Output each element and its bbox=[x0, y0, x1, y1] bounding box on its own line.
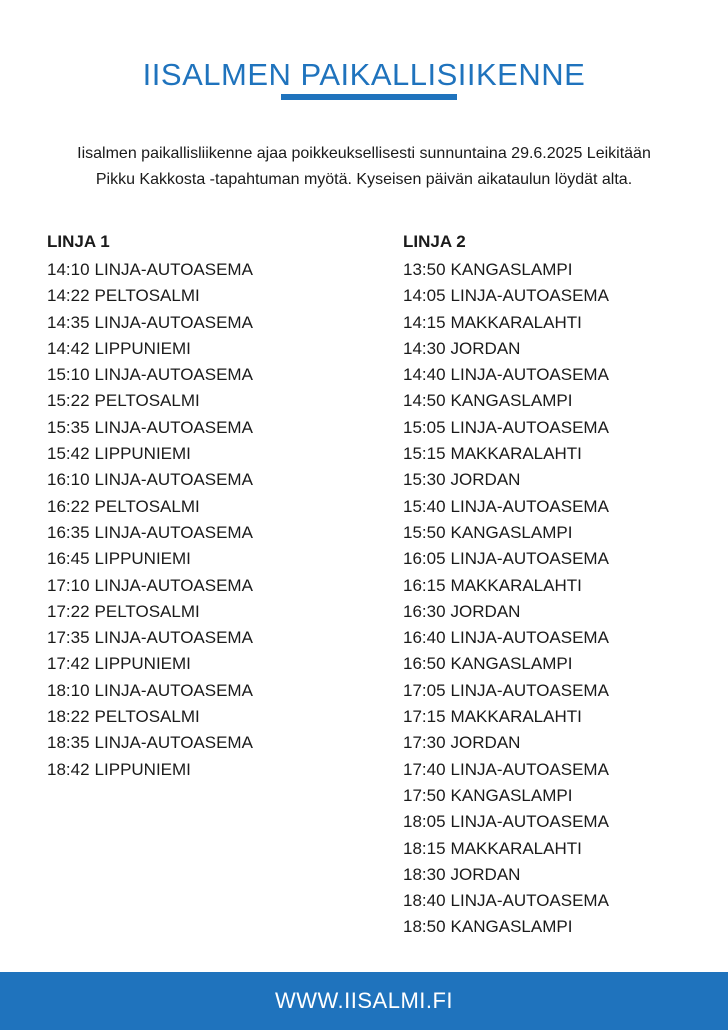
stop-name: PELTOSALMI bbox=[94, 286, 200, 306]
departure-time: 16:50 bbox=[403, 654, 446, 674]
footer-bar bbox=[0, 972, 728, 1030]
schedule-row bbox=[403, 494, 703, 520]
schedule-row bbox=[47, 310, 367, 336]
stop-name: LINJA-AUTOASEMA bbox=[450, 549, 609, 569]
schedule-row bbox=[403, 362, 703, 388]
stop-name: LINJA-AUTOASEMA bbox=[94, 260, 253, 279]
stop-name: LINJA-AUTOASEMA bbox=[94, 312, 253, 332]
schedule-row bbox=[47, 730, 367, 756]
departure-time: 18:30 bbox=[403, 864, 446, 884]
departure-time: 17:10 bbox=[47, 575, 90, 595]
departure-time: 16:30 bbox=[403, 601, 446, 621]
stop-name: LINJA-AUTOASEMA bbox=[450, 812, 609, 832]
departure-time: 17:22 bbox=[47, 601, 90, 621]
departure-time: 14:10 bbox=[47, 260, 90, 279]
departure-time: 14:40 bbox=[403, 365, 446, 385]
stop-name: LINJA-AUTOASEMA bbox=[94, 628, 253, 648]
schedule-row bbox=[403, 757, 703, 783]
schedule-row bbox=[403, 283, 703, 309]
departure-time: 14:22 bbox=[47, 286, 90, 306]
schedule-row bbox=[47, 441, 367, 467]
stop-name: LINJA-AUTOASEMA bbox=[94, 365, 253, 385]
stop-name: MAKKARALAHTI bbox=[450, 707, 582, 727]
stop-name: LINJA-AUTOASEMA bbox=[94, 417, 253, 437]
schedule-row bbox=[403, 651, 703, 677]
stop-name: KANGASLAMPI bbox=[450, 785, 573, 805]
stop-name: LIPPUNIEMI bbox=[94, 654, 191, 674]
stop-name: PELTOSALMI bbox=[94, 391, 200, 411]
departure-time: 14:50 bbox=[403, 391, 446, 411]
departure-time: 18:35 bbox=[47, 733, 90, 753]
schedule-row bbox=[403, 836, 703, 862]
schedule-row bbox=[47, 625, 367, 651]
line-2-schedule bbox=[403, 229, 703, 941]
departure-time: 14:42 bbox=[47, 338, 90, 358]
stop-name: LIPPUNIEMI bbox=[94, 549, 191, 569]
schedule-row bbox=[47, 757, 367, 783]
stop-name: PELTOSALMI bbox=[94, 707, 200, 727]
departure-time: 16:40 bbox=[403, 628, 446, 648]
stop-name: LINJA-AUTOASEMA bbox=[450, 759, 609, 779]
schedule-row bbox=[403, 388, 703, 414]
stop-name: JORDAN bbox=[450, 470, 521, 490]
stop-name: LINJA-AUTOASEMA bbox=[450, 417, 609, 437]
departure-time: 16:35 bbox=[47, 522, 90, 542]
schedule-row bbox=[403, 783, 703, 809]
departure-time: 18:42 bbox=[47, 759, 90, 779]
stop-name: MAKKARALAHTI bbox=[450, 444, 582, 464]
departure-time: 17:30 bbox=[403, 733, 446, 753]
stop-name: PELTOSALMI bbox=[94, 601, 200, 621]
schedule-row bbox=[403, 678, 703, 704]
departure-time: 14:35 bbox=[47, 312, 90, 332]
website-link[interactable]: WWW.IISALMI.FI bbox=[274, 988, 454, 1013]
stop-name: KANGASLAMPI bbox=[450, 260, 573, 279]
departure-time: 18:05 bbox=[403, 812, 446, 832]
departure-time: 17:05 bbox=[403, 680, 446, 700]
departure-time: 14:05 bbox=[403, 286, 446, 306]
schedule-row bbox=[47, 257, 367, 283]
schedule-row bbox=[47, 467, 367, 493]
schedule-row bbox=[47, 494, 367, 520]
schedule-row bbox=[47, 573, 367, 599]
schedule-row bbox=[403, 599, 703, 625]
departure-time: 15:35 bbox=[47, 417, 90, 437]
departure-time: 17:50 bbox=[403, 785, 446, 805]
departure-time: 17:42 bbox=[47, 654, 90, 674]
stop-name: LINJA-AUTOASEMA bbox=[450, 891, 609, 911]
departure-time: 17:35 bbox=[47, 628, 90, 648]
schedule-row bbox=[403, 730, 703, 756]
schedule-row bbox=[47, 520, 367, 546]
schedule-row bbox=[47, 415, 367, 441]
stop-name: KANGASLAMPI bbox=[450, 391, 573, 411]
line-1-heading: LINJA 1 bbox=[47, 232, 110, 251]
schedule-row bbox=[403, 520, 703, 546]
stop-name: KANGASLAMPI bbox=[450, 654, 573, 674]
departure-time: 15:22 bbox=[47, 391, 90, 411]
schedule-row bbox=[403, 862, 703, 888]
departure-time: 15:15 bbox=[403, 444, 446, 464]
stop-name: LINJA-AUTOASEMA bbox=[450, 496, 609, 516]
schedule-row bbox=[403, 257, 703, 283]
schedule-row bbox=[47, 283, 367, 309]
schedule-row bbox=[47, 388, 367, 414]
stop-name: JORDAN bbox=[450, 864, 521, 884]
schedule-row bbox=[47, 651, 367, 677]
schedule-row bbox=[403, 888, 703, 914]
schedule-row bbox=[403, 336, 703, 362]
schedule-row bbox=[403, 625, 703, 651]
departure-time: 18:50 bbox=[403, 917, 446, 937]
stop-name: LINJA-AUTOASEMA bbox=[94, 470, 253, 490]
stop-name: MAKKARALAHTI bbox=[450, 575, 582, 595]
stop-name: LINJA-AUTOASEMA bbox=[94, 680, 253, 700]
schedule-row bbox=[403, 467, 703, 493]
departure-time: 15:42 bbox=[47, 444, 90, 464]
departure-time: 15:40 bbox=[403, 496, 446, 516]
stop-name: LINJA-AUTOASEMA bbox=[94, 522, 253, 542]
schedule-row bbox=[403, 441, 703, 467]
schedule-row bbox=[403, 546, 703, 572]
departure-time: 16:22 bbox=[47, 496, 90, 516]
stop-name: LINJA-AUTOASEMA bbox=[94, 733, 253, 753]
line-2-stop-list bbox=[403, 257, 703, 941]
schedule-row bbox=[403, 809, 703, 835]
stop-name: LINJA-AUTOASEMA bbox=[450, 365, 609, 385]
departure-time: 16:10 bbox=[47, 470, 90, 490]
departure-time: 18:10 bbox=[47, 680, 90, 700]
departure-time: 14:30 bbox=[403, 338, 446, 358]
stop-name: LIPPUNIEMI bbox=[94, 759, 191, 779]
stop-name: KANGASLAMPI bbox=[450, 917, 573, 937]
stop-name: JORDAN bbox=[450, 601, 521, 621]
stop-name: LINJA-AUTOASEMA bbox=[94, 575, 253, 595]
title-underline bbox=[281, 94, 457, 100]
stop-name: JORDAN bbox=[450, 733, 521, 753]
departure-time: 16:15 bbox=[403, 575, 446, 595]
departure-time: 15:05 bbox=[403, 417, 446, 437]
departure-time: 16:45 bbox=[47, 549, 90, 569]
schedule-row bbox=[403, 704, 703, 730]
schedule-row bbox=[47, 704, 367, 730]
departure-time: 13:50 bbox=[403, 260, 446, 279]
departure-time: 17:15 bbox=[403, 707, 446, 727]
schedule-row bbox=[47, 336, 367, 362]
departure-time: 18:15 bbox=[403, 838, 446, 858]
stop-name: LINJA-AUTOASEMA bbox=[450, 286, 609, 306]
stop-name: KANGASLAMPI bbox=[450, 522, 573, 542]
departure-time: 17:40 bbox=[403, 759, 446, 779]
departure-time: 15:30 bbox=[403, 470, 446, 490]
departure-time: 18:22 bbox=[47, 707, 90, 727]
intro-line: Iisalmen paikallisliikenne ajaa poikkeuksellisesti sunnuntaina 29.6.2025 Leikitään bbox=[77, 145, 651, 162]
page-title: IISALMEN PAIKALLISIIKENNE bbox=[142, 56, 586, 92]
schedule-row bbox=[47, 678, 367, 704]
departure-time: 15:50 bbox=[403, 522, 446, 542]
schedule-row bbox=[403, 415, 703, 441]
schedule-row bbox=[47, 362, 367, 388]
departure-time: 15:10 bbox=[47, 365, 90, 385]
schedule-row bbox=[47, 599, 367, 625]
schedule-row bbox=[47, 546, 367, 572]
stop-name: LINJA-AUTOASEMA bbox=[450, 680, 609, 700]
stop-name: MAKKARALAHTI bbox=[450, 838, 582, 858]
departure-time: 18:40 bbox=[403, 891, 446, 911]
intro-text bbox=[30, 141, 698, 193]
stop-name: MAKKARALAHTI bbox=[450, 312, 582, 332]
schedule-row bbox=[403, 310, 703, 336]
stop-name: LIPPUNIEMI bbox=[94, 444, 191, 464]
intro-line: Pikku Kakkosta -tapahtuman myötä. Kyseisen päivän aikataulun löydät alta. bbox=[95, 171, 633, 188]
departure-time: 14:15 bbox=[403, 312, 446, 332]
schedule-row bbox=[403, 914, 703, 940]
stop-name: LINJA-AUTOASEMA bbox=[450, 628, 609, 648]
line-1-schedule bbox=[47, 229, 367, 783]
line-1-stop-list bbox=[47, 257, 367, 783]
stop-name: LIPPUNIEMI bbox=[94, 338, 191, 358]
line-2-heading: LINJA 2 bbox=[403, 232, 466, 251]
departure-time: 16:05 bbox=[403, 549, 446, 569]
schedule-row bbox=[403, 573, 703, 599]
stop-name: PELTOSALMI bbox=[94, 496, 200, 516]
stop-name: JORDAN bbox=[450, 338, 521, 358]
